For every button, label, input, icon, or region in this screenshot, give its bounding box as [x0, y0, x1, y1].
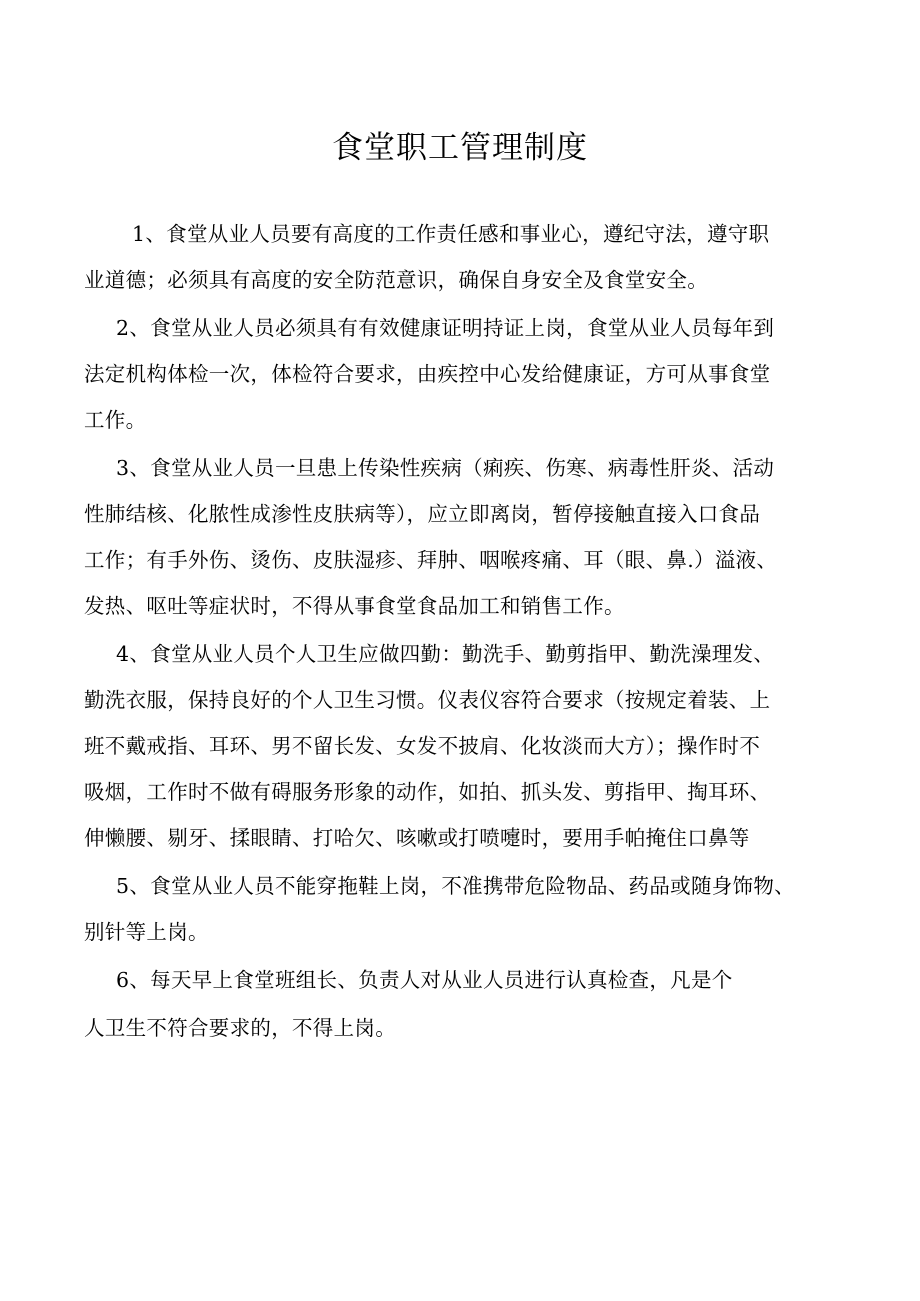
- paragraph-3-line-4: 发热、呕吐等症状时，不得从事食堂食品加工和销售工作。: [84, 594, 625, 618]
- paragraph-4-line-4: 吸烟，工作时不做有碍服务形象的动作，如拍、抓头发、剪指甲、掏耳环、: [84, 780, 771, 804]
- paragraph-1-line-1: 1、食堂从业人员要有高度的工作责任感和事业心，遵纪守法，遵守职: [132, 222, 770, 246]
- paragraph-6-line-2: 人卫生不符合要求的，不得上岗。: [84, 1016, 396, 1040]
- paragraph-1-line-2: 业道德；必须具有高度的安全防范意识，确保自身安全及食堂安全。: [84, 268, 708, 292]
- paragraph-5-line-2: 别针等上岗。: [84, 920, 209, 944]
- paragraph-4-line-2: 勤洗衣服，保持良好的个人卫生习惯。仪表仪容符合要求（按规定着装、上: [84, 688, 771, 712]
- paragraph-3-line-2: 性肺结核、化脓性成渗性皮肤病等），应立即离岗，暂停接触直接入口食品: [84, 502, 761, 526]
- paragraph-5-line-1: 5、食堂从业人员不能穿拖鞋上岗，不准携带危险物品、药品或随身饰物、: [116, 874, 795, 898]
- paragraph-3-line-3: 工作；有手外伤、烫伤、皮肤湿疹、拜肿、咽喉疼痛、耳（眼、鼻.）溢液、: [84, 548, 778, 572]
- paragraph-2-line-3: 工作。: [84, 408, 147, 432]
- paragraph-4-line-1: 4、食堂从业人员个人卫生应做四勤：勤洗手、勤剪指甲、勤洗澡理发、: [116, 642, 775, 666]
- paragraph-3-line-1: 3、食堂从业人员一旦患上传染性疾病（痢疾、伤寒、病毒性肝炎、活动: [116, 456, 775, 480]
- paragraph-2-line-2: 法定机构体检一次，体检符合要求，由疾控中心发给健康证，方可从事食堂: [84, 362, 771, 386]
- paragraph-4-line-5: 伸懒腰、剔牙、揉眼睛、打哈欠、咳嗽或打喷嚏时，要用手帕掩住口鼻等: [84, 826, 750, 850]
- paragraph-2-line-1: 2、食堂从业人员必须具有有效健康证明持证上岗，食堂从业人员每年到: [116, 316, 775, 340]
- paragraph-6-line-1: 6、每天早上食堂班组长、负责人对从业人员进行认真检查，凡是个: [116, 968, 733, 992]
- document-title: 食堂职工管理制度: [332, 130, 588, 166]
- paragraph-4-line-3: 班不戴戒指、耳环、男不留长发、女发不披肩、化妆淡而大方）；操作时不: [84, 734, 761, 758]
